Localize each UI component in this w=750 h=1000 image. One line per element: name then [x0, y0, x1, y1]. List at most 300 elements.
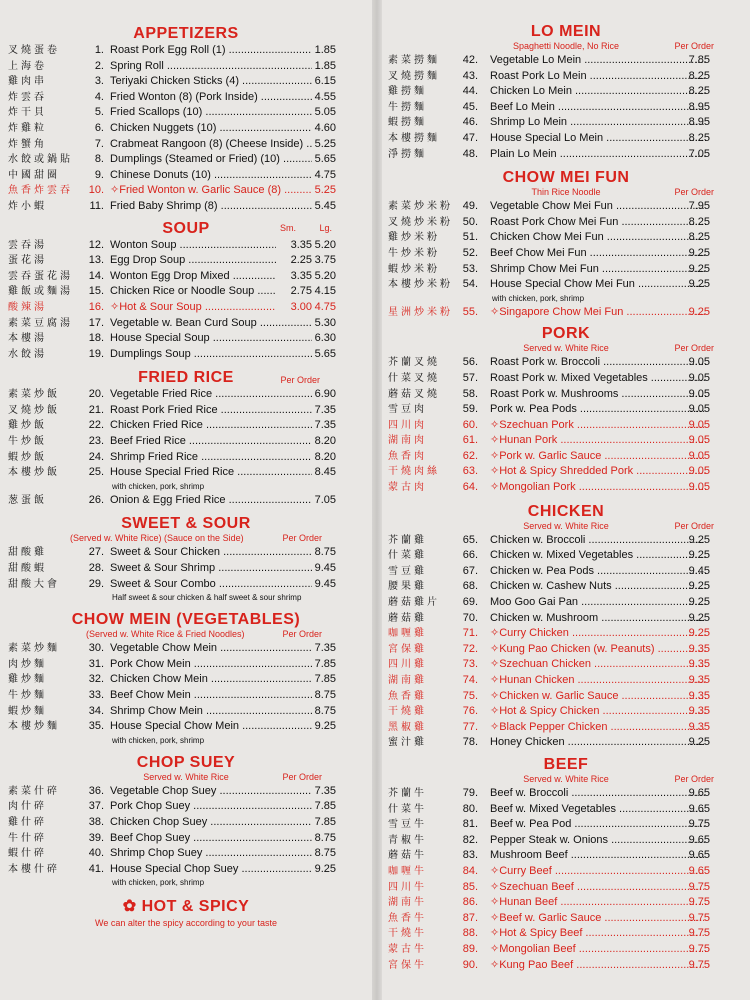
pork-list: [382, 355, 750, 495]
item-number: 84.: [462, 864, 478, 877]
chop-suey-header: [0, 753, 372, 772]
item-number: 15.: [88, 285, 104, 298]
chicken-list: [382, 533, 750, 751]
item-price-small: 3.35: [290, 238, 312, 251]
item-number: 73.: [462, 658, 478, 671]
chili-icon: ✿: [122, 898, 142, 916]
item-price: 7.85: [314, 657, 336, 670]
item-number: 90.: [462, 958, 478, 971]
menu-item: [0, 688, 372, 704]
item-chinese-name: 雞什碎: [8, 816, 47, 828]
item-name: ✧ Kung Pao Beef .....: [490, 958, 706, 974]
menu-item: [0, 704, 372, 720]
item-price: 9.05: [688, 481, 710, 494]
item-name: Moo Goo Gai Pan .....: [490, 595, 706, 611]
item-number: 57.: [462, 371, 478, 384]
item-name: Teriyaki Chicken Sticks (4) .....: [110, 74, 312, 90]
soup-title: SOUP: [162, 219, 210, 237]
menu-item: [0, 387, 372, 403]
item-name: Pork Chow Mein .....: [110, 657, 312, 673]
item-chinese-name: 牛炒麵: [8, 690, 47, 701]
item-price: 5.05: [314, 106, 336, 119]
menu-item: [382, 131, 750, 147]
item-number: 14.: [88, 269, 104, 282]
item-number: 55.: [462, 305, 478, 318]
item-number: 3.: [94, 75, 104, 88]
item-number: 36.: [88, 784, 104, 797]
lo-mein-title: LO MEIN: [530, 23, 602, 40]
menu-item: [0, 121, 372, 137]
item-chinese-name: 腰果雞: [388, 581, 427, 593]
item-name: Sweet & Sour Combo .....: [110, 577, 312, 593]
fried-rice-list: [0, 387, 372, 508]
item-name: Chicken Rice or Noodle Soup .....: [110, 284, 276, 300]
item-name: Pepper Steak w. Onions .....: [490, 833, 706, 849]
item-chinese-name: 雞炒米粉: [388, 232, 440, 244]
item-price: 9.25: [688, 278, 710, 291]
item-note: with chicken, pork, shrimp: [112, 481, 205, 491]
item-chinese-name: 蘑菇雞: [388, 612, 427, 624]
chow-mei-fun-header: [382, 168, 750, 187]
fried-rice-per-order: Per Order: [280, 375, 320, 386]
item-number: 40.: [88, 847, 104, 860]
item-chinese-name: 咖喱牛: [388, 865, 427, 877]
item-chinese-name: 芥蘭雞: [388, 534, 427, 546]
item-price: 5.25: [314, 184, 336, 197]
chow-mei-fun-list: [382, 199, 750, 320]
item-name: Roast Pork w. Broccoli .....: [490, 355, 706, 371]
item-name: ✧ Hot & Spicy Chicken .....: [490, 704, 706, 720]
item-chinese-name: 湖南雞: [388, 675, 427, 686]
chicken-title: CHICKEN: [527, 502, 605, 520]
item-price: 9.05: [688, 465, 710, 478]
menu-item: [0, 152, 372, 168]
item-price-large: 4.75: [314, 300, 336, 313]
item-price: 9.05: [688, 387, 710, 400]
item-number: 87.: [462, 911, 478, 924]
item-price: 9.35: [688, 689, 710, 702]
right-column: [382, 0, 750, 973]
item-number: 37.: [88, 800, 104, 813]
chow-mein-list: [0, 641, 372, 747]
item-chinese-name: 牛什碎: [8, 832, 47, 844]
item-chinese-name: 雞炒麵: [8, 674, 47, 686]
item-name: ✧ Curry Beef .....: [490, 864, 706, 880]
item-chinese-name: 干燒雞: [388, 706, 427, 718]
item-name: ✧ Szechuan Beef .....: [490, 880, 706, 896]
item-chinese-name: 雞肉串: [8, 76, 47, 88]
item-number: 58.: [462, 387, 478, 400]
menu-item: [382, 69, 750, 85]
item-name: ✧ Black Pepper Chicken .....: [490, 720, 706, 736]
item-name: House Special Lo Mein .....: [490, 131, 706, 147]
menu-item: [0, 561, 372, 577]
item-number: 70.: [462, 611, 478, 624]
item-price: 9.75: [688, 818, 710, 831]
left-column: [0, 0, 372, 928]
lo-mein-subtitle: Spaghetti Noodle, No Rice: [512, 41, 620, 51]
item-number: 67.: [462, 564, 478, 577]
menu-item: [0, 43, 372, 59]
item-number: 32.: [88, 673, 104, 686]
menu-item: [382, 848, 750, 864]
menu-item: [0, 815, 372, 831]
menu-item: [382, 402, 750, 418]
hot-spicy-note: We can alter the spicy according to your taste: [95, 918, 277, 929]
item-chinese-name: 蝦什碎: [8, 848, 47, 860]
chow-mein-per-order: Per Order: [282, 629, 322, 640]
item-price: 9.65: [688, 786, 710, 799]
item-price: 8.75: [314, 831, 336, 844]
pork-per-order: Per Order: [674, 343, 714, 354]
pork-title: PORK: [541, 325, 591, 343]
item-name: ✧ Mongolian Pork .....: [490, 480, 706, 496]
sweet-sour-list: [0, 545, 372, 604]
item-number: 43.: [462, 69, 478, 82]
item-number: 24.: [88, 450, 104, 463]
item-price-small: 2.75: [290, 285, 312, 298]
menu-item: [0, 465, 372, 481]
item-price: 9.25: [688, 627, 710, 640]
item-name: ✧ Kung Pao Chicken (w. Peanuts) .....: [490, 642, 706, 658]
chop-suey-title: CHOP SUEY: [136, 753, 236, 771]
menu-item: [0, 493, 372, 509]
item-number: 81.: [462, 818, 478, 831]
item-price-large: 5.30: [314, 316, 336, 329]
menu-item: [0, 168, 372, 184]
item-price: 1.85: [314, 59, 336, 72]
item-number: 10.: [88, 184, 104, 197]
item-name: Shrimp Chow Mein .....: [110, 704, 312, 720]
item-chinese-name: 宮保牛: [388, 959, 427, 971]
item-chinese-name: 本樓炒米粉: [388, 279, 453, 291]
item-chinese-name: 蘑菇雞片: [388, 597, 440, 609]
item-chinese-name: 葱蛋飯: [8, 494, 47, 506]
menu-item: [382, 895, 750, 911]
item-name: Vegetable Chow Mei Fun .....: [490, 199, 706, 215]
item-name: Roast Pork w. Mixed Vegetables .....: [490, 371, 706, 387]
item-chinese-name: 炸雞粒: [8, 122, 47, 134]
item-note: with chicken, pork, shrimp: [112, 878, 205, 888]
beef-title: BEEF: [543, 755, 589, 773]
item-name: Chicken Chow Mein .....: [110, 672, 312, 688]
item-chinese-name: 雞撈麵: [388, 86, 427, 98]
item-chinese-name: 本樓炒飯: [8, 467, 60, 479]
menu-item: [382, 433, 750, 449]
chow-mein-header: [0, 610, 372, 629]
item-number: 34.: [88, 704, 104, 717]
item-name: Roast Pork w. Mushrooms .....: [490, 387, 706, 403]
sweet-sour-title: SWEET & SOUR: [121, 515, 251, 533]
item-chinese-name: 素菜什碎: [8, 785, 60, 797]
item-price-large: 6.30: [314, 332, 336, 345]
item-name: Beef Fried Rice .....: [110, 434, 312, 450]
item-chinese-name: 素菜撈麵: [388, 55, 440, 66]
item-price-large: 5.65: [314, 347, 336, 360]
item-price: 9.05: [688, 434, 710, 447]
item-number: 75.: [462, 689, 478, 702]
menu-item: [0, 253, 372, 269]
menu-item: [382, 817, 750, 833]
item-number: 7.: [94, 137, 104, 150]
menu-item: [382, 673, 750, 689]
item-price: 9.45: [314, 562, 336, 575]
item-chinese-name: 本樓撈麵: [388, 132, 440, 144]
item-name: Shrimp Lo Mein .....: [490, 115, 706, 131]
item-chinese-name: 魚香牛: [388, 912, 427, 924]
item-number: 72.: [462, 642, 478, 655]
item-name: ✧ Hunan Pork .....: [490, 433, 706, 449]
item-name: Vegetable Lo Mein .....: [490, 53, 706, 69]
item-name: Chicken w. Mushroom .....: [490, 611, 706, 627]
item-price: 7.35: [314, 784, 336, 797]
item-number: 18.: [88, 332, 104, 345]
item-chinese-name: 什菜牛: [388, 803, 427, 815]
item-chinese-name: 魚香肉: [388, 450, 427, 462]
soup-header: [0, 219, 372, 238]
item-chinese-name: 中國甜圈: [8, 169, 60, 181]
item-name: ✧ Mongolian Beef .....: [490, 942, 706, 958]
item-price: 9.75: [688, 942, 710, 955]
item-number: 35.: [88, 720, 104, 733]
menu-item: [0, 657, 372, 673]
item-number: 29.: [88, 577, 104, 590]
item-price: 8.45: [314, 466, 336, 479]
item-name: Beef w. Broccoli .....: [490, 786, 706, 802]
item-chinese-name: 本樓什碎: [8, 863, 60, 875]
item-number: 64.: [462, 481, 478, 494]
menu-item: [0, 331, 372, 347]
item-name: ✧ Singapore Chow Mei Fun .....: [490, 305, 706, 321]
lo-mein-list: [382, 53, 750, 162]
item-note: with chicken, pork, shrimp: [112, 735, 205, 745]
menu-item: [382, 579, 750, 595]
item-number: 47.: [462, 131, 478, 144]
item-name: ✧ Chicken w. Garlic Sauce .....: [490, 689, 706, 705]
item-name: Chicken w. Broccoli .....: [490, 533, 706, 549]
appetizers-header: [0, 24, 372, 43]
menu-item: [0, 719, 372, 735]
item-price-large: 5.20: [314, 238, 336, 251]
item-chinese-name: 魚香炸雲吞: [8, 185, 73, 197]
item-price: 8.20: [314, 435, 336, 448]
item-price: 9.05: [688, 449, 710, 462]
item-price: 9.35: [688, 658, 710, 671]
item-name: Sweet & Sour Chicken .....: [110, 545, 312, 561]
menu-item: [382, 833, 750, 849]
menu-item: [0, 672, 372, 688]
item-chinese-name: 淨撈麵: [388, 148, 427, 160]
item-number: 83.: [462, 849, 478, 862]
menu-item: [382, 533, 750, 549]
item-name: Roast Pork Lo Mein .....: [490, 69, 706, 85]
menu-item: [0, 316, 372, 332]
item-price: 4.75: [314, 168, 336, 181]
item-price: 9.35: [688, 720, 710, 733]
item-name: Chicken Lo Mein .....: [490, 84, 706, 100]
item-number: 69.: [462, 596, 478, 609]
menu-item: [382, 262, 750, 278]
item-price-large: 4.15: [314, 285, 336, 298]
item-number: 50.: [462, 215, 478, 228]
item-chinese-name: 四川雞: [388, 659, 427, 671]
item-number: 52.: [462, 246, 478, 259]
item-name: Beef w. Mixed Vegetables .....: [490, 802, 706, 818]
item-name: House Special Chow Mein .....: [110, 719, 312, 735]
item-price: 9.75: [688, 880, 710, 893]
item-price: 8.75: [314, 546, 336, 559]
item-name: ✧ Fried Wonton w. Garlic Sauce (8) .....: [110, 183, 312, 199]
soup-small-label: Sm.: [279, 222, 296, 233]
item-price: 8.25: [688, 131, 710, 144]
menu-item: [382, 564, 750, 580]
item-name: Vegetable Chow Mein .....: [110, 641, 312, 657]
item-chinese-name: 叉燒炒米粉: [388, 216, 453, 228]
item-number: 8.: [94, 153, 104, 166]
item-number: 20.: [88, 388, 104, 401]
item-number: 9.: [94, 168, 104, 181]
chow-mei-fun-title: CHOW MEI FUN: [502, 169, 630, 187]
menu-item: [382, 115, 750, 131]
item-chinese-name: 素菜炒飯: [8, 389, 60, 401]
item-chinese-name: 星洲炒米粉: [388, 306, 453, 318]
item-price: 7.95: [688, 200, 710, 213]
item-name: Vegetable Fried Rice .....: [110, 387, 312, 403]
item-price: 9.25: [688, 262, 710, 275]
item-price: 8.75: [314, 704, 336, 717]
item-number: 31.: [88, 657, 104, 670]
item-name: ✧ Hunan Chicken .....: [490, 673, 706, 689]
item-price: 7.85: [688, 54, 710, 66]
beef-header: [382, 755, 750, 774]
item-number: 71.: [462, 627, 478, 640]
menu-item: [382, 449, 750, 465]
item-chinese-name: 雲吞蛋花湯: [8, 270, 73, 282]
menu-item: [0, 831, 372, 847]
item-name: Chicken w. Mixed Vegetables .....: [490, 548, 706, 564]
item-price: 9.25: [688, 736, 710, 749]
item-number: 17.: [88, 316, 104, 329]
item-price: 9.05: [688, 356, 710, 369]
chop-suey-list: [0, 784, 372, 890]
item-name: Wonton Egg Drop Mixed .....: [110, 269, 276, 285]
menu-item: [382, 704, 750, 720]
menu-item: [0, 59, 372, 75]
item-chinese-name: 咖喱雞: [388, 628, 427, 640]
item-price: 9.35: [688, 642, 710, 655]
chicken-subtitle: Served w. White Rice: [523, 520, 609, 531]
item-number: 61.: [462, 434, 478, 447]
menu-item: [0, 90, 372, 106]
menu-item: [0, 577, 372, 593]
lo-mein-header: [382, 22, 750, 41]
item-chinese-name: 蘑菇牛: [388, 850, 427, 862]
menu-item: [0, 403, 372, 419]
menu-item: [0, 862, 372, 878]
item-name: Beef w. Pea Pod .....: [490, 817, 706, 833]
item-chinese-name: 雞飯或麵湯: [8, 286, 73, 298]
page-fold: [372, 0, 382, 1000]
item-number: 33.: [88, 689, 104, 701]
appetizers-list: [0, 43, 372, 215]
menu-item: [382, 626, 750, 642]
menu-item: [382, 277, 750, 293]
menu-item: [382, 84, 750, 100]
item-chinese-name: 蝦炒米粉: [388, 263, 440, 275]
item-name: Fried Scallops (10) .....: [110, 105, 312, 121]
item-chinese-name: 蜜汁雞: [388, 737, 427, 749]
menu-item: [382, 371, 750, 387]
item-chinese-name: 四川肉: [388, 419, 427, 431]
item-price: 9.25: [688, 533, 710, 546]
item-number: 13.: [88, 254, 104, 267]
item-price: 8.95: [688, 116, 710, 129]
menu-item: [382, 958, 750, 974]
item-price: 7.35: [314, 419, 336, 432]
item-name: Beef Chow Mei Fun .....: [490, 246, 706, 262]
item-chinese-name: 宮保雞: [388, 643, 427, 655]
item-number: 54.: [462, 278, 478, 291]
item-number: 76.: [462, 705, 478, 718]
menu-item: [382, 215, 750, 231]
item-name: Plain Lo Mein .....: [490, 147, 706, 163]
item-price: 9.25: [688, 246, 710, 259]
item-name: Onion & Egg Fried Rice .....: [110, 493, 312, 509]
item-number: 51.: [462, 231, 478, 244]
item-number: 19.: [88, 347, 104, 360]
item-name: Shrimp Chow Mei Fun .....: [490, 262, 706, 278]
menu-item: [382, 642, 750, 658]
item-name: Honey Chicken .....: [490, 735, 706, 751]
item-name: ✧ Hot & Spicy Shredded Pork .....: [490, 464, 706, 480]
item-chinese-name: 什菜叉燒: [388, 372, 440, 384]
item-name: Dumplings (Steamed or Fried) (10) .....: [110, 152, 312, 168]
menu-item: [0, 269, 372, 285]
item-name: House Special Chop Suey .....: [110, 862, 312, 878]
item-number: 46.: [462, 116, 478, 129]
menu-item: [382, 387, 750, 403]
item-price: 9.05: [688, 371, 710, 384]
item-chinese-name: 炸小蝦: [8, 200, 47, 212]
menu-item: [382, 100, 750, 116]
item-chinese-name: 肉什碎: [8, 801, 47, 813]
item-name: Vegetable w. Bean Curd Soup .....: [110, 316, 312, 332]
item-name: Roast Pork Chow Mei Fun .....: [490, 215, 706, 231]
item-price: 7.35: [314, 403, 336, 416]
item-chinese-name: 什菜雞: [388, 550, 427, 562]
fried-rice-title: FRIED RICE: [138, 369, 234, 387]
beef-per-order: Per Order: [674, 773, 714, 784]
item-chinese-name: 酸辣湯: [8, 301, 47, 313]
item-number: 28.: [88, 562, 104, 575]
item-note: with chicken, pork, shrimp: [492, 293, 585, 303]
menu-item: [0, 238, 372, 254]
menu-item: [382, 786, 750, 802]
item-chinese-name: 本樓炒麵: [8, 721, 60, 733]
item-chinese-name: 蝦炒麵: [8, 705, 47, 717]
chow-mei-fun-subtitle: Thin Rice Noodle: [531, 187, 601, 198]
sweet-sour-header: [0, 514, 372, 533]
item-number: 63.: [462, 465, 478, 478]
chicken-per-order: Per Order: [674, 520, 714, 531]
item-chinese-name: 素菜炒米粉: [388, 201, 453, 213]
item-number: 21.: [88, 403, 104, 416]
item-name: Egg Drop Soup .....: [110, 253, 276, 269]
fried-rice-header: [0, 368, 372, 387]
item-number: 38.: [88, 815, 104, 828]
item-number: 88.: [462, 927, 478, 940]
item-chinese-name: 四川牛: [388, 881, 427, 893]
